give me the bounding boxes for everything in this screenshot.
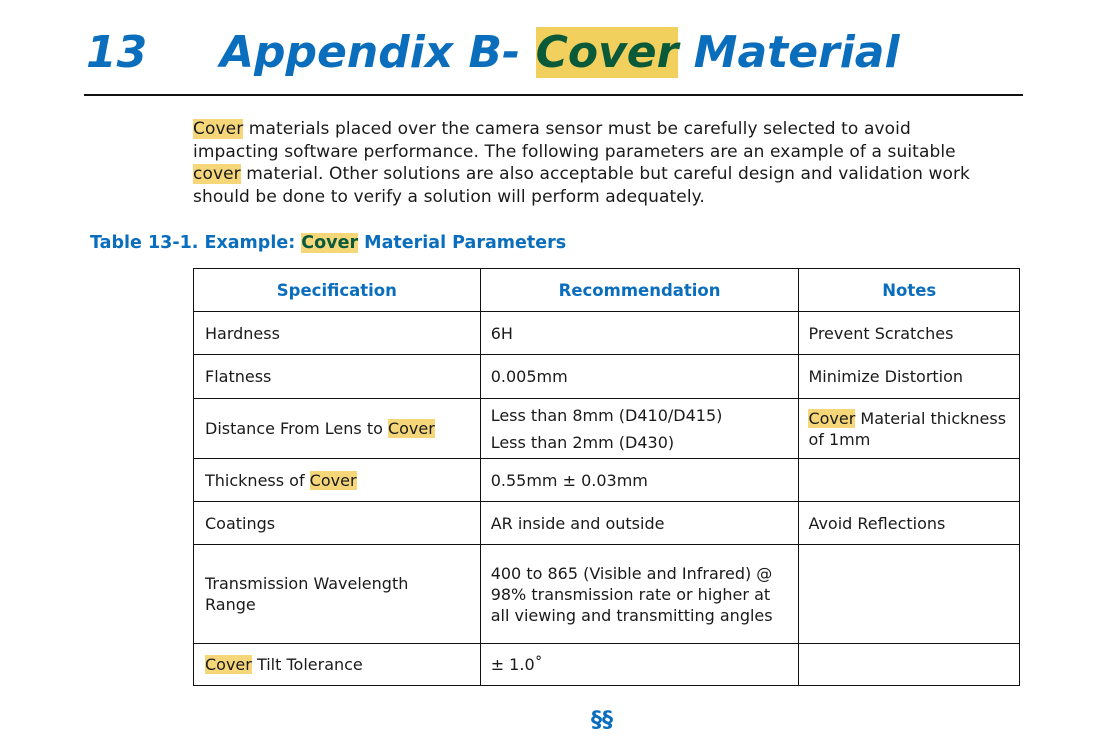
recommendation-line: Less than 2mm (D430) [490, 432, 675, 452]
table-row [194, 502, 1020, 545]
spec-cell: Coatings [194, 502, 481, 545]
caption-before: Table 13-1. Example: [90, 233, 302, 253]
notes-cell [799, 459, 1020, 502]
section-number: 13 [86, 27, 148, 78]
table-row [194, 355, 1020, 399]
recommendation-cell: 0.55mm ± 0.03mm [480, 459, 799, 502]
notes-cell: Minimize Distortion [799, 355, 1020, 399]
notes-cell [799, 399, 1020, 459]
spec-cell [194, 644, 481, 686]
notes-text: Material thickness of 1mm [808, 408, 1007, 449]
table-caption [90, 233, 566, 253]
recommendation-cell: 6H [480, 312, 799, 355]
recommendation-cell: 0.005mm [480, 355, 799, 399]
intro-text-1: materials placed over the camera sensor must be carefully selected to avoid impacting software performance. The following parameters are an example of a suitable [193, 119, 956, 162]
recommendation-cell: ± 1.0˚ [480, 644, 799, 686]
spec-cell [194, 399, 481, 459]
table-header-row [194, 269, 1020, 312]
notes-highlight: Cover [808, 408, 856, 428]
table-row [194, 399, 1020, 459]
caption-after: Material Parameters [358, 233, 567, 253]
table-row [194, 644, 1020, 686]
recommendation-cell: 400 to 865 (Visible and Infrared) @ 98% transmission rate or higher at all viewing and transmitting angles [480, 545, 799, 644]
spec-text: Distance From Lens to [205, 419, 388, 438]
spec-cell: Transmission Wavelength Range [194, 545, 481, 644]
header-recommendation: Recommendation [480, 269, 799, 312]
header-notes: Notes [799, 269, 1020, 312]
page-heading [86, 22, 900, 84]
recommendation-line: Less than 8mm (D410/D415) [490, 405, 723, 425]
spec-text: Thickness of [205, 470, 310, 490]
spec-cell [194, 459, 481, 502]
recommendation-cell: AR inside and outside [480, 502, 799, 545]
heading-title-highlight: Cover [535, 27, 679, 78]
section-end-mark: §§ [591, 708, 613, 733]
spec-highlight: Cover [309, 470, 357, 490]
spec-cell: Hardness [194, 312, 481, 355]
heading-divider [84, 94, 1023, 96]
spec-cell: Flatness [194, 355, 481, 399]
spec-highlight: Cover [387, 419, 435, 438]
parameters-table [193, 268, 1020, 686]
spec-text: Tilt Tolerance [251, 655, 363, 674]
intro-highlight-1: Cover [193, 119, 244, 139]
notes-cell: Prevent Scratches [799, 312, 1020, 355]
intro-text-2: material. Other solutions are also acceptable but careful design and validation work should be done to verify a solution will perform adequately. [193, 164, 970, 207]
recommendation-cell [480, 399, 799, 459]
table-row [194, 459, 1020, 502]
caption-highlight: Cover [301, 233, 359, 253]
heading-title-after: Material [678, 27, 900, 78]
notes-cell [799, 644, 1020, 686]
notes-cell: Avoid Reflections [799, 502, 1020, 545]
intro-paragraph [193, 118, 993, 208]
header-specification: Specification [194, 269, 481, 312]
spec-highlight: Cover [205, 655, 252, 674]
notes-cell [799, 545, 1020, 644]
table-row [194, 312, 1020, 355]
table-row [194, 545, 1020, 644]
heading-title-before: Appendix B- [220, 27, 536, 78]
intro-highlight-2: cover [193, 164, 241, 184]
